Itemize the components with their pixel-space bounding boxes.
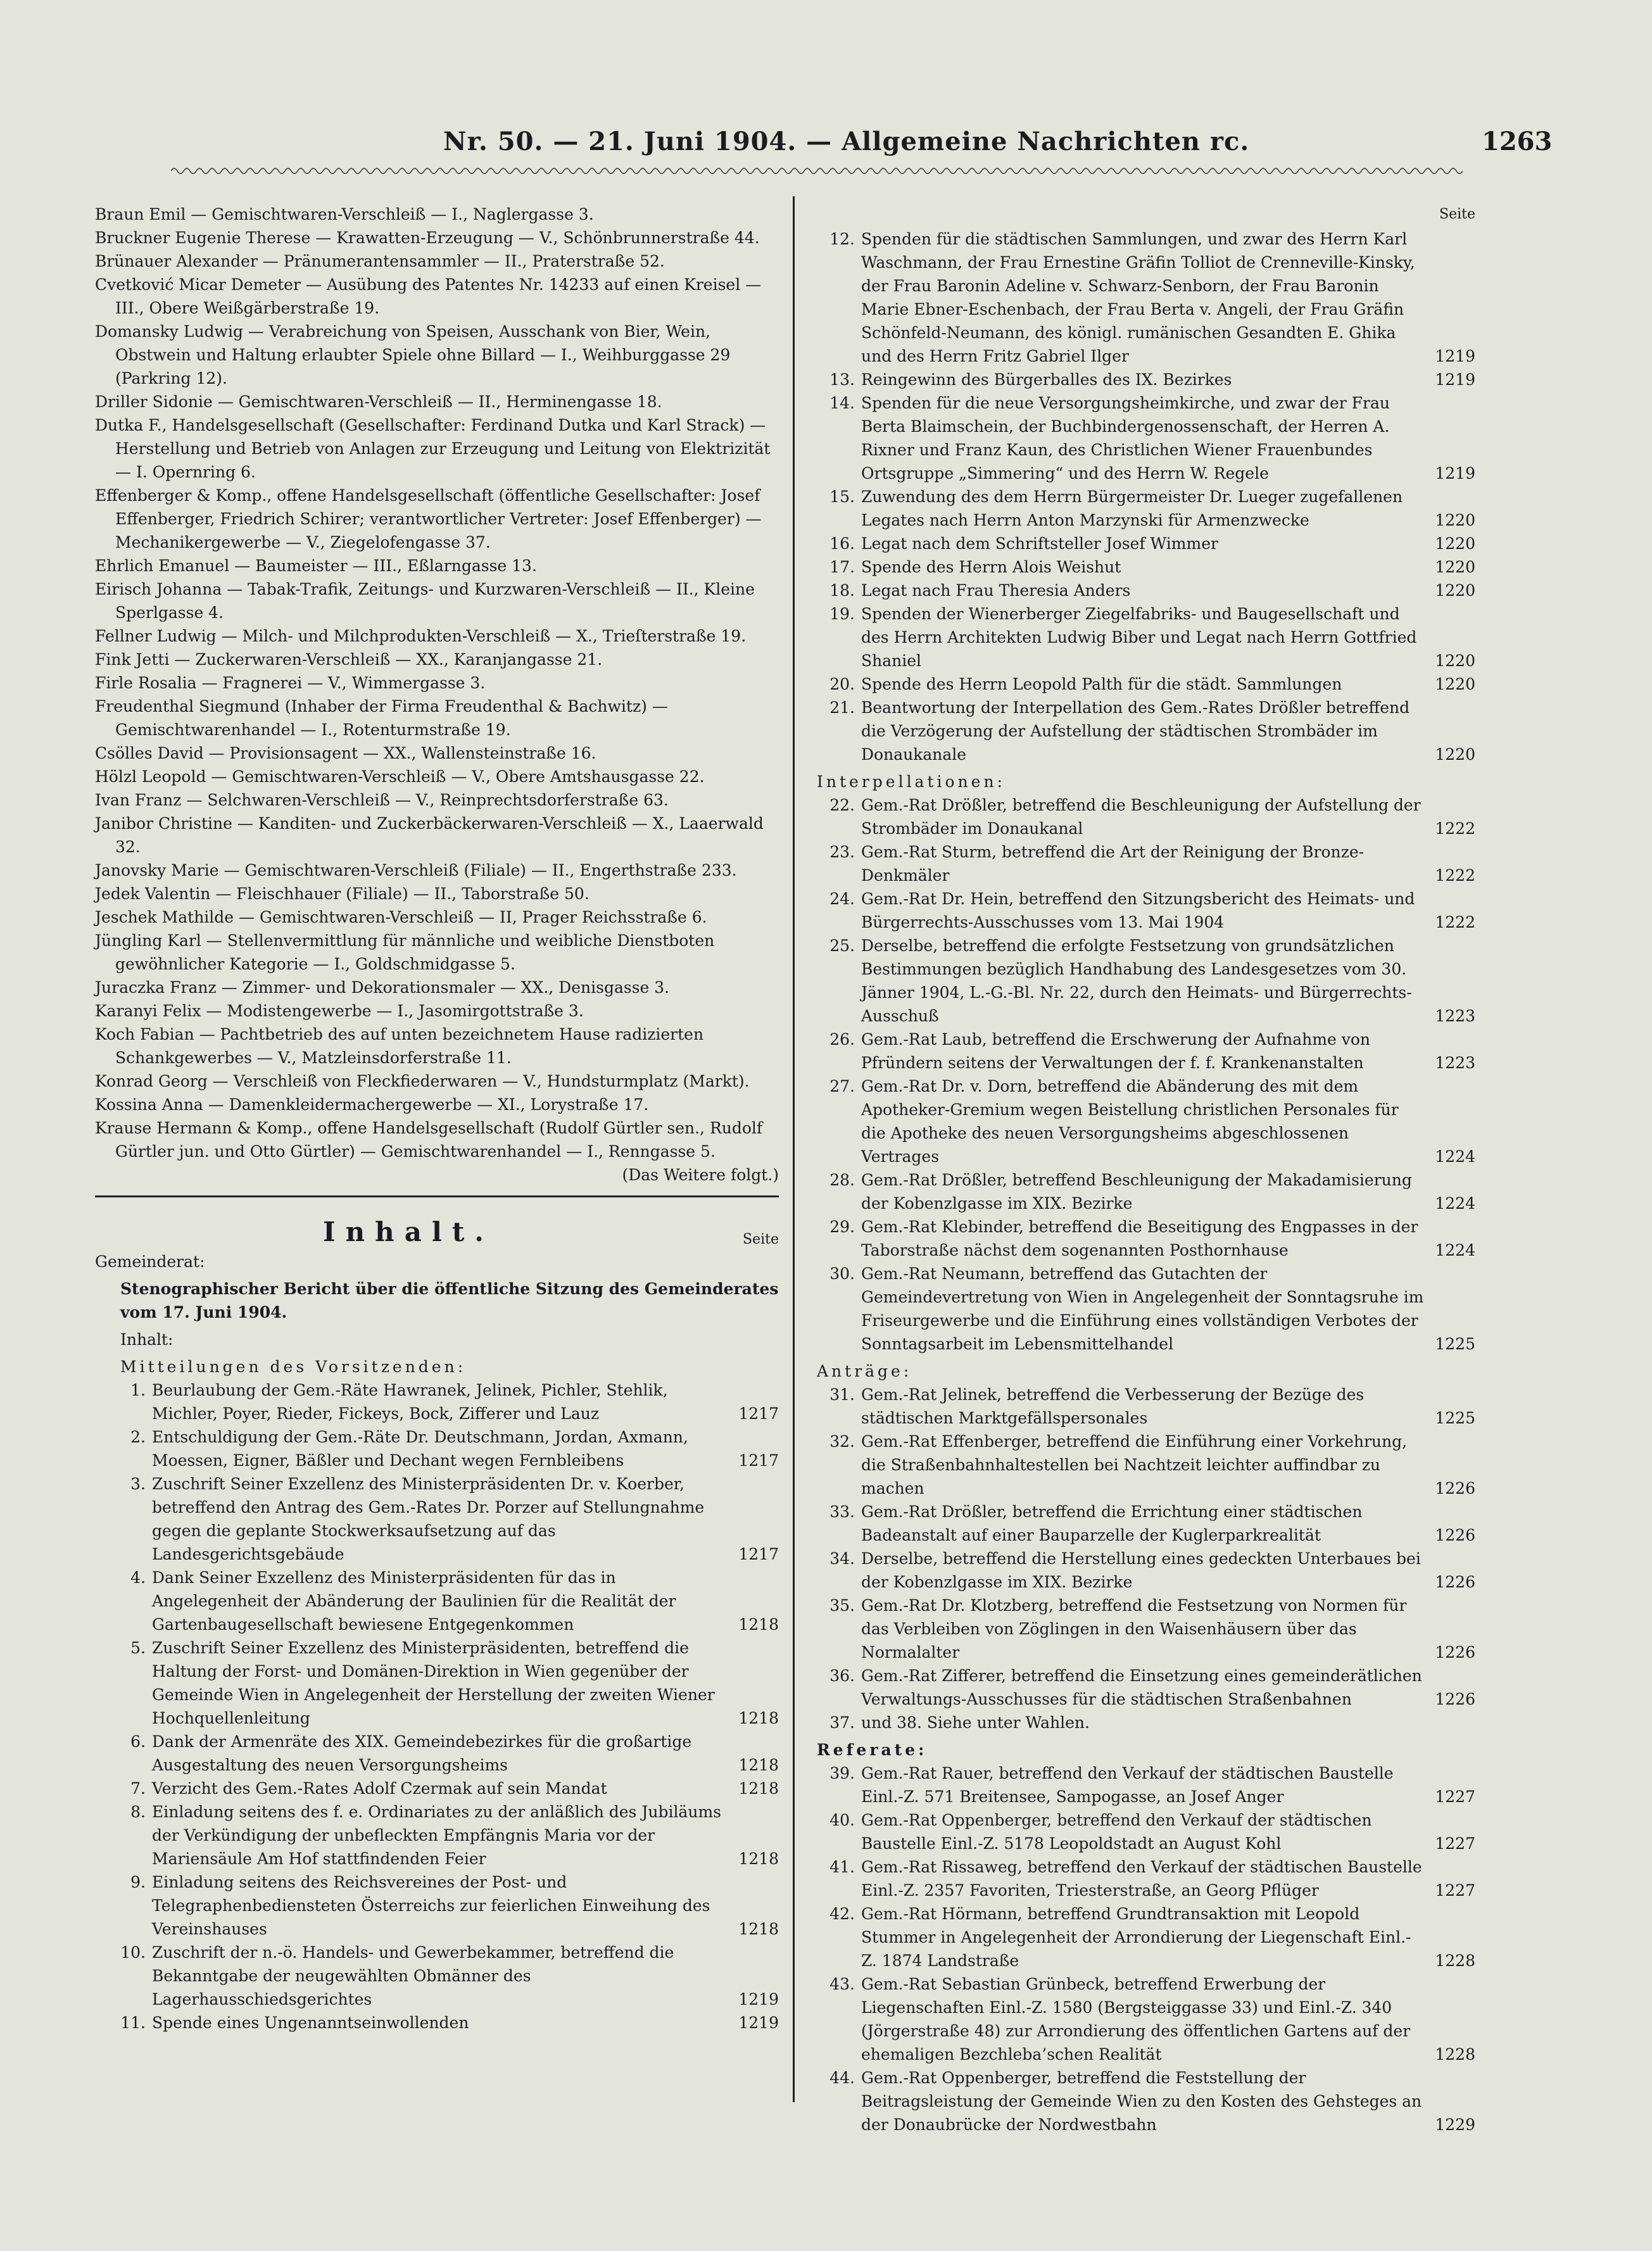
- item-page: 1218: [738, 1850, 779, 1868]
- left-column: [95, 203, 779, 2034]
- register-entry: Bruckner Eugenie Therese — Krawatten-Erzeugung — V., Schönbrunnerstraße 44.: [95, 229, 760, 247]
- item-text: Gem.-Rat Rauer, betreffend den Verkauf der städtischen Baustelle Einl.-Z. 571 Breitensee, Sampogasse, an Josef Anger: [861, 1764, 1394, 1806]
- item-number: 24.: [829, 890, 855, 908]
- item-page: 1228: [1435, 2045, 1475, 2064]
- business-register-list: [95, 203, 779, 1163]
- item-text: und 38. Siehe unter Wahlen.: [861, 1713, 1090, 1732]
- item-number: 12.: [829, 230, 855, 248]
- item-number: 5.: [130, 1639, 146, 1657]
- item-page: 1219: [1435, 464, 1475, 482]
- item-page: 1220: [1435, 558, 1475, 576]
- column-divider: [793, 196, 795, 2102]
- item-text: Gem.-Rat Effenberger, betreffend die Einführung einer Vorkehrung, die Straßenbahnhaltestellen bei Nachtzeit leichter auffindbar zu machen: [861, 1432, 1408, 1498]
- item-number: 10.: [120, 1943, 146, 1962]
- item-text: Gem.-Rat Drößler, betreffend die Beschleunigung der Aufstellung der Strombäder im Donaukanal: [861, 796, 1421, 838]
- contents-item: [95, 1378, 779, 1425]
- item-page: 1227: [1435, 1881, 1475, 1900]
- item-text: Spenden für die neue Versorgungsheimkirche, und zwar der Frau Berta Blaimschein, der Buchbindergenossenschaft, der Herren A. Rixner und Franz Kaun, des Christlichen Wiener Frauenbundes Ortsgruppe „Simmering“ und des Herrn W. Regele: [861, 394, 1390, 482]
- item-page: 1225: [1435, 1335, 1475, 1353]
- contents-item: [817, 1664, 1475, 1711]
- item-page: 1224: [1435, 1241, 1475, 1259]
- item-number: 17.: [829, 558, 855, 576]
- contents-item: [817, 1262, 1475, 1356]
- contents-item: [817, 793, 1475, 840]
- contents-item: [95, 1566, 779, 1636]
- contents-item: [817, 1547, 1475, 1594]
- section-rule: [95, 1195, 779, 1197]
- register-entry: Brünauer Alexander — Pränumerantensammler — II., Praterstraße 52.: [95, 252, 665, 270]
- item-text: Spende des Herrn Leopold Palth für die städt. Sammlungen: [861, 675, 1342, 693]
- contents-item: [817, 1168, 1475, 1215]
- item-number: 39.: [829, 1764, 855, 1782]
- register-entry: Csölles David — Provisionsagent — XX., Wallensteinstraße 16.: [95, 744, 596, 762]
- register-entry: Krause Hermann & Komp., offene Handelsgesellschaft (Rudolf Gürtler sen., Rudolf Gürtler jun. und Otto Gürtler) — Gemischtwarenhandel — I., Renngasse 5.: [95, 1119, 763, 1161]
- item-number: 33.: [829, 1503, 855, 1521]
- contents-item: [817, 227, 1475, 368]
- register-entry: Karanyi Felix — Modistengewerbe — I., Jasomirgottstraße 3.: [95, 1002, 584, 1020]
- item-text: Zuschrift Seiner Exzellenz des Ministerpräsidenten Dr. v. Koerber, betreffend den Antrag des Gem.-Rates Dr. Porzer auf Stellungnahme gegen die geplante Stockwerksaufsetzung auf das Landesgerichtsgebäude: [152, 1475, 705, 1563]
- item-page: 1218: [738, 1779, 779, 1798]
- item-number: 37.: [829, 1713, 855, 1732]
- contents-item: [95, 1636, 779, 1730]
- contents-item: [817, 1711, 1475, 1734]
- contents-item: [817, 1028, 1475, 1075]
- contents-item: [817, 1902, 1475, 1972]
- item-number: 14.: [829, 394, 855, 412]
- item-number: 41.: [829, 1858, 855, 1876]
- item-text: Spende des Herrn Alois Weishut: [861, 558, 1121, 576]
- contents-item: [817, 1430, 1475, 1500]
- item-page: 1222: [1435, 913, 1475, 931]
- contents-item: [95, 1472, 779, 1566]
- item-page: 1228: [1435, 1951, 1475, 1970]
- item-number: 21.: [829, 698, 855, 717]
- contents-item: [817, 1762, 1475, 1808]
- item-page: 1220: [1435, 652, 1475, 670]
- item-page: 1220: [1435, 675, 1475, 693]
- item-page: 1226: [1435, 1573, 1475, 1591]
- item-text: Einladung seitens des Reichsvereines der Post- und Telegraphenbediensteten Österreichs zur feierlichen Einweihung des Vereinshauses: [152, 1873, 710, 1938]
- item-page: 1226: [1435, 1643, 1475, 1661]
- mitteilungen-heading: Mitteilungen des Vorsitzenden:: [120, 1358, 467, 1376]
- contents-item: [817, 1594, 1475, 1664]
- item-page: 1223: [1435, 1054, 1475, 1072]
- item-number: 44.: [829, 2069, 855, 2087]
- item-text: Beantwortung der Interpellation des Gem.-Rates Drößler betreffend die Verzögerung der Aufstellung der städtischen Strombäder im Donaukanale: [861, 698, 1410, 764]
- item-text: Gem.-Rat Rissaweg, betreffend den Verkauf der städtischen Baustelle Einl.-Z. 2357 Favoriten, Triesterstraße, an Georg Pflüger: [861, 1858, 1422, 1900]
- item-text: Gem.-Rat Dr. Klotzberg, betreffend die Festsetzung von Normen für das Verbleiben von Zöglingen in den Waisenhäusern über das Normalalter: [861, 1596, 1407, 1661]
- register-entry: Fellner Ludwig — Milch- und Milchprodukten-Verschleiß — X., Trieſterstraße 19.: [95, 627, 747, 645]
- item-number: 7.: [130, 1779, 146, 1798]
- item-page: 1218: [738, 1709, 779, 1727]
- item-text: Zuschrift der n.-ö. Handels- und Gewerbekammer, betreffend die Bekanntgabe der neugewählten Obmänner des Lagerhausschiedsgerichtes: [152, 1943, 674, 2008]
- item-text: Gem.-Rat Sebastian Grünbeck, betreffend Erwerbung der Liegenschaften Einl.-Z. 1580 (Bergsteiggasse 33) und Einl.-Z. 340 (Jörgerstraße 48) zur Arrondierung des öffentlichen Gartens auf der ehemaligen Bezchleba’schen Realität: [861, 1975, 1411, 2064]
- contents-item: [95, 1800, 779, 1870]
- item-number: 13.: [829, 370, 855, 389]
- inhalt-label: Inhalt:: [120, 1330, 173, 1349]
- item-text: Gem.-Rat Dr. Hein, betreffend den Sitzungsbericht des Heimats- und Bürgerrechts-Ausschusses vom 13. Mai 1904: [861, 890, 1415, 931]
- item-text: Verzicht des Gem.-Rates Adolf Czermak auf sein Mandat: [152, 1779, 607, 1798]
- right-column: [817, 203, 1475, 2136]
- item-text: Dank Seiner Exzellenz des Ministerpräsidenten für das in Angelegenheit der Abänderung der Baulinien für die Realität der Gartenbaugesellschaft bewiesene Entgegenkommen: [152, 1568, 676, 1634]
- item-page: 1227: [1435, 1834, 1475, 1853]
- item-page: 1224: [1435, 1147, 1475, 1166]
- item-text: Zuschrift Seiner Exzellenz des Ministerpräsidenten, betreffend die Haltung der Forst- und Domänen-Direktion in Wien gegenüber der Gemeinde Wien in Angelegenheit der Herstellung der zweiten Wiener Hochquellenleitung: [152, 1639, 715, 1727]
- item-text: Gem.-Rat Oppenberger, betreffend die Feststellung der Beitragsleistung der Gemeinde Wien zu den Kosten des Gehsteges an der Donaubrücke der Nordwestbahn: [861, 2069, 1422, 2134]
- register-entry: Janovsky Marie — Gemischtwaren-Verschleiß (Filiale) — II., Engerthstraße 233.: [95, 861, 737, 880]
- item-number: 19.: [829, 605, 855, 623]
- register-entry: Cvetković Micar Demeter — Ausübung des Patentes Nr. 14233 auf einen Kreisel — III., Obere Weißgärberstraße 19.: [95, 275, 762, 317]
- item-text: Legat nach Frau Theresia Anders: [861, 581, 1131, 600]
- item-page: 1218: [738, 1615, 779, 1634]
- contents-item: [817, 602, 1475, 672]
- contents-item: [817, 1215, 1475, 1262]
- contents-section: [323, 1216, 779, 1247]
- contents-list-b: [817, 793, 1475, 1356]
- register-entry: Freudenthal Siegmund (Inhaber der Firma Freudenthal & Bachwitz) — Gemischtwarenhandel — I., Rotenturmstraße 19.: [95, 697, 668, 739]
- register-entry: Effenberger & Komp., offene Handelsgesellschaft (öffentliche Gesellschafter: Josef Effenberger, Friedrich Schirer; verantwortlicher Vertreter: Josef Effenberger) — Mechanikergewerbe — V., Ziegelofengasse 37.: [95, 486, 762, 552]
- contents-item: [95, 1730, 779, 1777]
- contents-item: [817, 887, 1475, 934]
- contents-item: [817, 579, 1475, 602]
- register-entry: Juraczka Franz — Zimmer- und Dekorationsmaler — XX., Denisgasse 3.: [95, 978, 670, 997]
- item-page: 1218: [738, 1920, 779, 1938]
- item-page: 1226: [1435, 1526, 1475, 1544]
- item-text: Legat nach dem Schriftsteller Josef Wimmer: [861, 534, 1218, 553]
- item-number: 20.: [829, 675, 855, 693]
- contents-item: [817, 1972, 1475, 2066]
- seite-label-right: Seite: [1439, 206, 1475, 222]
- contents-title: Inhalt.: [323, 1216, 494, 1247]
- contents-item: [817, 840, 1475, 887]
- item-page: 1220: [1435, 581, 1475, 600]
- item-text: Spenden der Wienerberger Ziegelfabriks- und Baugesellschaft und des Herrn Architekten Ludwig Biber und Legat nach Herrn Gottfried Shaniel: [861, 605, 1417, 670]
- item-number: 15.: [829, 488, 855, 506]
- item-text: Beurlaubung der Gem.-Räte Hawranek, Jelinek, Pichler, Stehlik, Michler, Poyer, Rieder, Fickeys, Bock, Zifferer und Lauz: [152, 1381, 668, 1423]
- report-heading: Stenographischer Bericht über die öffentliche Sitzung des Gemeinderates vom 17. Juni 1904.: [120, 1280, 779, 1321]
- register-entry: Braun Emil — Gemischtwaren-Verschleiß — I., Naglergasse 3.: [95, 205, 594, 224]
- item-page: 1219: [1435, 347, 1475, 365]
- item-number: 26.: [829, 1030, 855, 1049]
- item-text: Spende eines Ungenanntseinwollenden: [152, 2014, 469, 2032]
- item-number: 1.: [130, 1381, 146, 1399]
- item-text: Gem.-Rat Klebinder, betreffend die Beseitigung des Engpasses in der Taborstraße nächst dem sogenannten Posthornhause: [861, 1218, 1418, 1259]
- item-page: 1217: [738, 1404, 779, 1423]
- seite-label: Seite: [743, 1232, 779, 1247]
- contents-item: [817, 368, 1475, 391]
- item-page: 1223: [1435, 1007, 1475, 1025]
- contents-item: [817, 934, 1475, 1028]
- contents-list-left: [95, 1378, 779, 2034]
- register-entry: Fink Jetti — Zuckerwaren-Verschleiß — XX., Karanjangasse 21.: [95, 650, 603, 669]
- running-title: Nr. 50. — 21. Juni 1904. — Allgemeine Nachrichten rc.: [443, 127, 1250, 156]
- item-number: 11.: [120, 2014, 146, 2032]
- item-text: Einladung seitens des f. e. Ordinariates zu der anläßlich des Jubiläums der Verkündigung der unbefleckten Empfängnis Maria vor der Mariensäule Am Hof stattfindenden Feier: [152, 1803, 721, 1868]
- item-text: Gem.-Rat Jelinek, betreffend die Verbesserung der Bezüge des städtischen Marktgefällspersonales: [861, 1385, 1365, 1427]
- contents-item: [95, 1870, 779, 1941]
- register-entry: Driller Sidonie — Gemischtwaren-Verschleiß — II., Herminengasse 18.: [95, 393, 662, 411]
- contents-item: [817, 696, 1475, 766]
- item-page: 1220: [1435, 511, 1475, 529]
- wavy-rule: [171, 166, 1463, 176]
- item-number: 27.: [829, 1077, 855, 1095]
- item-number: 36.: [829, 1667, 855, 1685]
- item-page: 1219: [738, 2014, 779, 2032]
- item-page: 1217: [738, 1451, 779, 1470]
- item-text: Gem.-Rat Hörmann, betreffend Grundtransaktion mit Leopold Stummer in Angelegenheit der Arrondierung der Liegenschaft Einl.-Z. 1874 Landstraße: [861, 1905, 1411, 1970]
- item-number: 31.: [829, 1385, 855, 1404]
- register-entry: Koch Fabian — Pachtbetrieb des auf unten bezeichnetem Hause radizierten Schankgewerbes — V., Matzleinsdorferstraße 11.: [95, 1025, 704, 1067]
- register-entry: Ivan Franz — Selchwaren-Verschleiß — V., Reinprechtsdorferstraße 63.: [95, 791, 669, 809]
- contents-item: [817, 1383, 1475, 1430]
- item-number: 2.: [130, 1428, 146, 1446]
- register-entry: Kossina Anna — Damenkleidermachergewerbe — XI., Lorystraße 17.: [95, 1095, 649, 1114]
- register-entry: Konrad Georg — Verschleiß von Fleckfiederwaren — V., Hundsturmplatz (Markt).: [95, 1072, 750, 1090]
- register-entry: Jüngling Karl — Stellenvermittlung für männliche und weibliche Dienstboten gewöhnlicher Kategorie — I., Goldschmidgasse 5.: [95, 931, 715, 973]
- item-page: 1227: [1435, 1788, 1475, 1806]
- item-number: 35.: [829, 1596, 855, 1615]
- page-number: 1263: [1482, 127, 1553, 156]
- contents-item: [817, 1075, 1475, 1168]
- contents-item: [95, 1777, 779, 1800]
- item-number: 43.: [829, 1975, 855, 1993]
- page-header: [0, 0, 1652, 165]
- contents-list-d: [817, 1762, 1475, 2136]
- contents-item: [817, 1500, 1475, 1547]
- register-entry: Ehrlich Emanuel — Baumeister — III., Eßlarngasse 13.: [95, 557, 537, 575]
- contents-item: [817, 1855, 1475, 1902]
- item-number: 25.: [829, 936, 855, 955]
- item-text: Zuwendung des dem Herrn Bürgermeister Dr. Lueger zugefallenen Legates nach Herrn Anton Marzynski für Armenzwecke: [861, 488, 1403, 529]
- item-text: Gem.-Rat Zifferer, betreffend die Einsetzung eines gemeinderätlichen Verwaltungs-Ausschusses für die städtischen Straßenbahnen: [861, 1667, 1422, 1708]
- item-number: 29.: [829, 1218, 855, 1236]
- item-text: Spenden für die städtischen Sammlungen, und zwar des Herrn Karl Waschmann, der Frau Ernestine Gräfin Tolliot de Crenneville-Kinsky, der Frau Baronin Adeline v. Schwarz-Senborn, der Frau Baronin Marie Ebner-Eschenbach, der Frau Berta v. Angeli, der Frau Gräfin Schönfeld-Neumann, des königl. rumänischen Gesandten E. Ghika und des Herrn Fritz Gabriel Ilger: [861, 230, 1415, 365]
- register-entry: Janibor Christine — Kanditen- und Zuckerbäckerwaren-Verschleiß — X., Laaerwald 32.: [95, 814, 764, 856]
- contents-item: [95, 2011, 779, 2034]
- item-page: 1222: [1435, 866, 1475, 885]
- register-entry: Jedek Valentin — Fleischhauer (Filiale) — II., Taborstraße 50.: [95, 885, 590, 903]
- item-page: 1224: [1435, 1194, 1475, 1213]
- register-entry: Eirisch Johanna — Tabak-Trafik, Zeitungs- und Kurzwaren-Verschleiß — II., Kleine Sperlgasse 4.: [95, 580, 755, 622]
- item-page: 1218: [738, 1756, 779, 1774]
- item-number: 3.: [130, 1475, 146, 1493]
- item-page: 1219: [738, 1990, 779, 2008]
- contents-item: [817, 532, 1475, 555]
- item-page: 1225: [1435, 1409, 1475, 1427]
- item-page: 1222: [1435, 819, 1475, 838]
- item-page: 1220: [1435, 534, 1475, 553]
- item-text: Gem.-Rat Drößler, betreffend Beschleunigung der Makadamisierung der Kobenzlgasse im XIX. Bezirke: [861, 1171, 1412, 1213]
- item-text: Gem.-Rat Sturm, betreffend die Art der Reinigung der Bronze-Denkmäler: [861, 843, 1365, 885]
- item-number: 9.: [130, 1873, 146, 1891]
- item-text: Gem.-Rat Laub, betreffend die Erschwerung der Aufnahme von Pfründern seitens der Verwaltungen der f. f. Krankenanstalten: [861, 1030, 1370, 1072]
- item-page: 1226: [1435, 1690, 1475, 1708]
- item-text: Gem.-Rat Oppenberger, betreffend den Verkauf der städtischen Baustelle Einl.-Z. 5178 Leopoldstadt an August Kohl: [861, 1811, 1372, 1853]
- item-number: 32.: [829, 1432, 855, 1451]
- item-text: Derselbe, betreffend die erfolgte Festsetzung von grundsätzlichen Bestimmungen bezüglich Handhabung des Landesgesetzes vom 30. Jänner 1904, L.-G.-Bl. Nr. 22, durch den Heimats- und Bürgerrechts-Ausschuß: [861, 936, 1412, 1025]
- item-number: 42.: [829, 1905, 855, 1923]
- contents-item: [95, 1941, 779, 2011]
- item-number: 28.: [829, 1171, 855, 1189]
- item-page: 1220: [1435, 745, 1475, 764]
- register-entry: Dutka F., Handelsgesellschaft (Gesellschafter: Ferdinand Dutka und Karl Strack) — Herstellung und Betrieb von Anlagen zur Erzeugung und Leitung von Elektrizität — I. Opernring 6.: [95, 416, 771, 481]
- item-number: 6.: [130, 1732, 146, 1751]
- item-number: 4.: [130, 1568, 146, 1587]
- contents-item: [817, 672, 1475, 696]
- register-entry: Domansky Ludwig — Verabreichung von Speisen, Ausschank von Bier, Wein, Obstwein und Haltung erlaubter Spiele ohne Billard — I., Weihburggasse 29 (Parkring 12).: [95, 322, 731, 388]
- register-entry: Hölzl Leopold — Gemischtwaren-Verschleiß — V., Obere Amtshausgasse 22.: [95, 767, 705, 786]
- contents-list-c: [817, 1383, 1475, 1734]
- gemeinderat-heading: Gemeinderat:: [95, 1252, 205, 1271]
- item-text: Derselbe, betreffend die Herstellung eines gedeckten Unterbaues bei der Kobenzlgasse im XIX. Bezirke: [861, 1549, 1421, 1591]
- item-page: 1217: [738, 1545, 779, 1563]
- contents-item: [95, 1425, 779, 1472]
- item-text: Gem.-Rat Drößler, betreffend die Errichtung einer städtischen Badeanstalt auf einer Bauparzelle der Kuglerparkrealität: [861, 1503, 1363, 1544]
- item-page: 1229: [1435, 2115, 1475, 2134]
- item-text: Gem.-Rat Dr. v. Dorn, betreffend die Abänderung des mit dem Apotheker-Gremium wegen Beistellung christlichen Personales für die Apotheke des neuen Versorgungsheims abgeschlossenen Vertrages: [861, 1077, 1399, 1166]
- item-text: Dank der Armenräte des XIX. Gemeindebezirkes für die großartige Ausgestaltung des neuen Versorgungsheims: [152, 1732, 692, 1774]
- item-number: 8.: [130, 1803, 146, 1821]
- contents-list-a: [817, 227, 1475, 766]
- contents-item: [817, 485, 1475, 532]
- item-text: Entschuldigung der Gem.-Räte Dr. Deutschmann, Jordan, Axmann, Moessen, Eigner, Bäßler und Dechant wegen Fernbleibens: [152, 1428, 688, 1470]
- item-text: Reingewinn des Bürgerballes des IX. Bezirkes: [861, 370, 1232, 389]
- item-page: 1226: [1435, 1479, 1475, 1498]
- continued-note: (Das Weitere folgt.): [622, 1166, 779, 1184]
- referate-heading: Referate:: [817, 1741, 928, 1759]
- contents-item: [817, 2066, 1475, 2136]
- interpellationen-heading: Interpellationen:: [817, 772, 1006, 791]
- antraege-heading: Anträge:: [817, 1362, 912, 1380]
- item-text: Gem.-Rat Neumann, betreffend das Gutachten der Gemeindevertretung von Wien in Angelegenheit der Sonntagsruhe im Friseurgewerbe und die Einführung eines vollständigen Verbotes der Sonntagsarbeit im Lebensmittelhandel: [861, 1264, 1424, 1353]
- contents-item: [817, 391, 1475, 485]
- item-number: 34.: [829, 1549, 855, 1568]
- item-number: 16.: [829, 534, 855, 553]
- item-number: 23.: [829, 843, 855, 861]
- item-number: 18.: [829, 581, 855, 600]
- item-page: 1219: [1435, 370, 1475, 389]
- item-number: 40.: [829, 1811, 855, 1829]
- register-entry: Firle Rosalia — Fragnerei — V., Wimmergasse 3.: [95, 674, 486, 692]
- item-number: 30.: [829, 1264, 855, 1283]
- register-entry: Jeschek Mathilde — Gemischtwaren-Verschleiß — II, Prager Reichsstraße 6.: [95, 908, 707, 926]
- contents-item: [817, 1808, 1475, 1855]
- contents-item: [817, 555, 1475, 579]
- item-number: 22.: [829, 796, 855, 814]
